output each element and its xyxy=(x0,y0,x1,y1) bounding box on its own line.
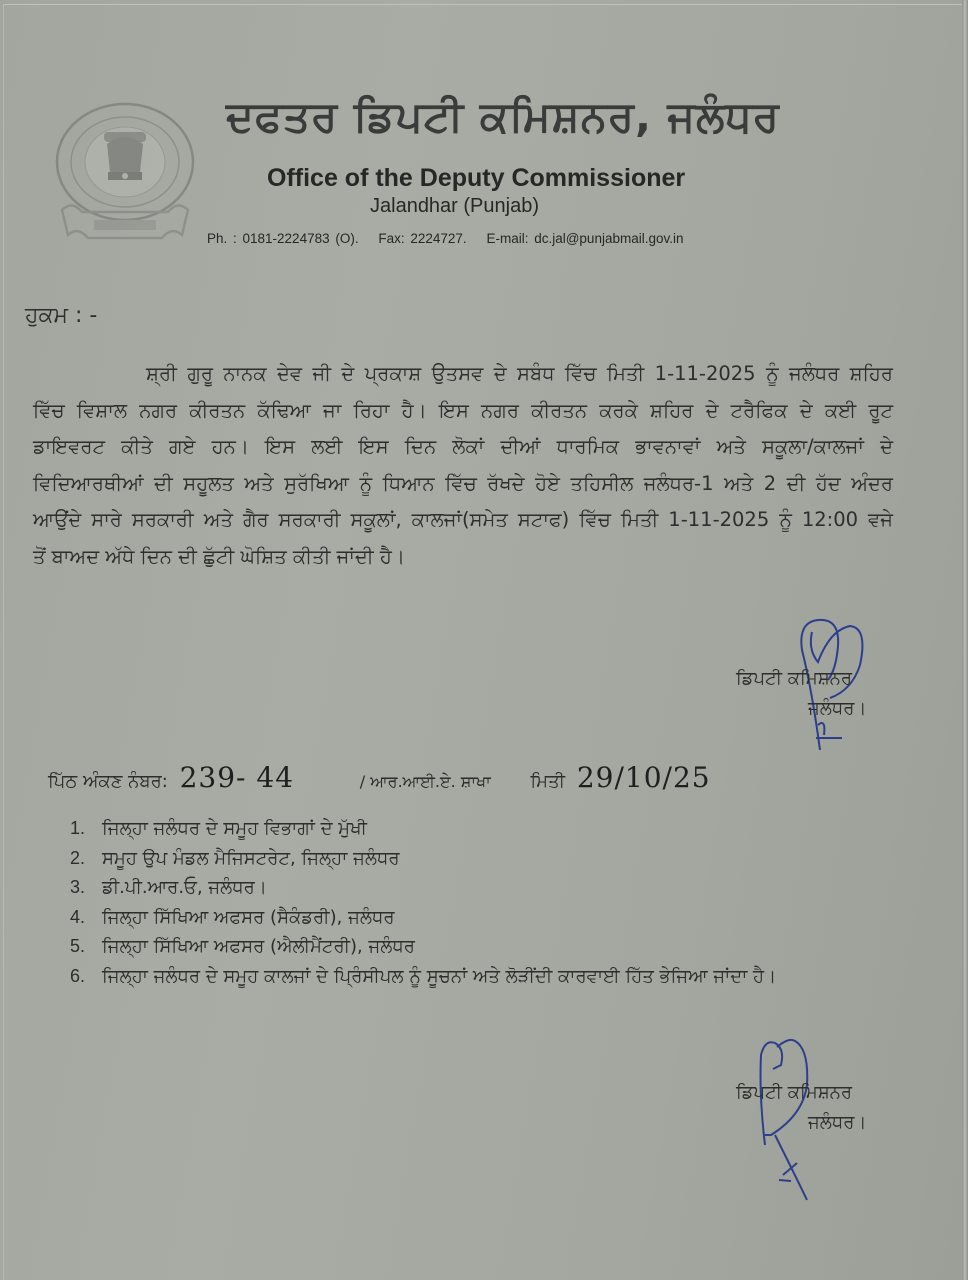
endorsement-number: 239- 44 xyxy=(179,761,295,794)
order-line: ਆਉਂਦੇ ਸਾਰੇ ਸਰਕਾਰੀ ਅਤੇ ਗੈਰ ਸਰਕਾਰੀ ਸਕੂਲਾਂ, ਕਾਲਜਾਂ(ਸਮੇਤ ਸਟਾਫ) ਵਿੱਚ ਮਿਤੀ 1-11-2025 ਨੂੰ 12:00 ਵਜੇ xyxy=(33,508,893,531)
endorsement-date: 29/10/25 xyxy=(576,761,711,794)
order-heading: ਹੁਕਮ : - xyxy=(25,303,98,328)
page-fold-edge xyxy=(962,0,968,1280)
date-label: ਮਿਤੀ xyxy=(530,771,566,792)
order-line: ਵਿੱਚ ਵਿਸ਼ਾਲ ਨਗਰ ਕੀਰਤਨ ਕੱਢਿਆ ਜਾ ਰਿਹਾ ਹੈ। ਇਸ ਨਗਰ ਕੀਰਤਨ ਕਰਕੇ ਸ਼ਹਿਰ ਦੇ ਟਰੈਫਿਕ ਦੇ ਕਈ ਰੂਟ xyxy=(33,398,893,422)
list-item: 2. ਸਮੂਹ ਉਪ ਮੰਡਲ ਮੈਜਿਸਟਰੇਟ, ਜਿਲ੍ਹਾ ਜਲੰਧਰ xyxy=(70,847,400,869)
phone-number: Ph. : 0181-2224783 (O). xyxy=(207,231,359,246)
endorsement-line xyxy=(48,761,711,794)
list-item: 3. ਡੀ.ਪੀ.ਆਰ.ਓ, ਜਲੰਧਰ। xyxy=(70,877,267,898)
signatory-place: ਜਲੰਧਰ। xyxy=(808,1112,867,1133)
order-body xyxy=(33,356,893,575)
list-item: 4. ਜਿਲ੍ਹਾ ਸਿੱਖਿਆ ਅਫਸਰ (ਸੈਕੰਡਰੀ), ਜਲੰਧਰ xyxy=(70,906,395,928)
distribution-list xyxy=(70,814,776,991)
list-item: 6. ਜਿਲ੍ਹਾ ਜਲੰਧਰ ਦੇ ਸਮੂਹ ਕਾਲਜਾਂ ਦੇ ਪ੍ਰਿੰਸੀਪਲ ਨੂੰ ਸੂਚਨਾਂ ਅਤੇ ਲੋੜੀਂਦੀ ਕਾਰਵਾਈ ਹਿੱਤ ਭੇਜਿਆ ਜਾਂਦਾ ਹੈ। xyxy=(70,965,777,987)
branch-name: / ਆਰ.ਆਈ.ਏ. ਸ਼ਾਖਾ xyxy=(359,772,491,791)
order-line: ਡਾਇਵਰਟ ਕੀਤੇ ਗਏ ਹਨ। ਇਸ ਲਈ ਇਸ ਦਿਨ ਲੋਕਾਂ ਦੀਆਂ ਧਾਰਮਿਕ ਭਾਵਨਾਵਾਂ ਅਤੇ ਸਕੂਲਾ/ਕਾਲਜਾਂ ਦੇ xyxy=(33,435,893,458)
state-emblem-icon xyxy=(52,100,198,250)
endorsement-label: ਪਿੱਠ ਅੰਕਣ ਨੰਬਰ: xyxy=(48,771,168,792)
signature-block xyxy=(736,1078,867,1138)
fax-number: Fax: 2224727. xyxy=(378,231,467,246)
list-item: 5. ਜਿਲ੍ਹਾ ਸਿੱਖਿਆ ਅਫਸਰ (ਐਲੀਮੈਂਟਰੀ), ਜਲੰਧਰ xyxy=(70,936,415,957)
list-item: 1. ਜਿਲ੍ਹਾ ਜਲੰਧਰ ਦੇ ਸਮੂਹ ਵਿਭਾਗਾਂ ਦੇ ਮੁੱਖੀ xyxy=(70,818,367,839)
order-line: ਵਿਦਿਆਰਥੀਆਂ ਦੀ ਸਹੂਲਤ ਅਤੇ ਸੁਰੱਖਿਆ ਨੂੰ ਧਿਆਨ ਵਿੱਚ ਰੱਖਦੇ ਹੋਏ ਤਹਿਸੀਲ ਜਲੰਧਰ-1 ਅਤੇ 2 ਦੀ ਹੱਦ ਅੰਦਰ xyxy=(33,471,893,495)
signatory-designation: ਡਿਪਟੀ ਕਮਿਸ਼ਨਰ xyxy=(736,1082,853,1103)
office-title-punjabi: ਦਫਤਰ ਡਿਪਟੀ ਕਮਿਸ਼ਨਰ, ਜਲੰਧਰ xyxy=(226,92,780,141)
email-address: E-mail: dc.jal@punjabmail.gov.in xyxy=(486,231,684,246)
signatory-place: ਜਲੰਧਰ। xyxy=(808,698,867,719)
office-city: Jalandhar (Punjab) xyxy=(370,195,539,217)
contact-line xyxy=(207,231,698,246)
office-title-english: Office of the Deputy Commissioner xyxy=(267,164,686,192)
order-line: ਸ਼੍ਰੀ ਗੁਰੂ ਨਾਨਕ ਦੇਵ ਜੀ ਦੇ ਪ੍ਰਕਾਸ਼ ਉਤਸਵ ਦੇ ਸਬੰਧ ਵਿੱਚ ਮਿਤੀ 1-11-2025 ਨੂੰ ਜਲੰਧਰ ਸ਼ਹਿਰ xyxy=(146,362,893,385)
order-line: ਤੋਂ ਬਾਅਦ ਅੱਧੇ ਦਿਨ ਦੀ ਛੁੱਟੀ ਘੋਸ਼ਿਤ ਕੀਤੀ ਜਾਂਦੀ ਹੈ। xyxy=(33,544,405,568)
signatory-designation: ਡਿਪਟੀ ਕਮਿਸ਼ਨਰ xyxy=(736,668,853,689)
signature-block xyxy=(736,664,867,724)
